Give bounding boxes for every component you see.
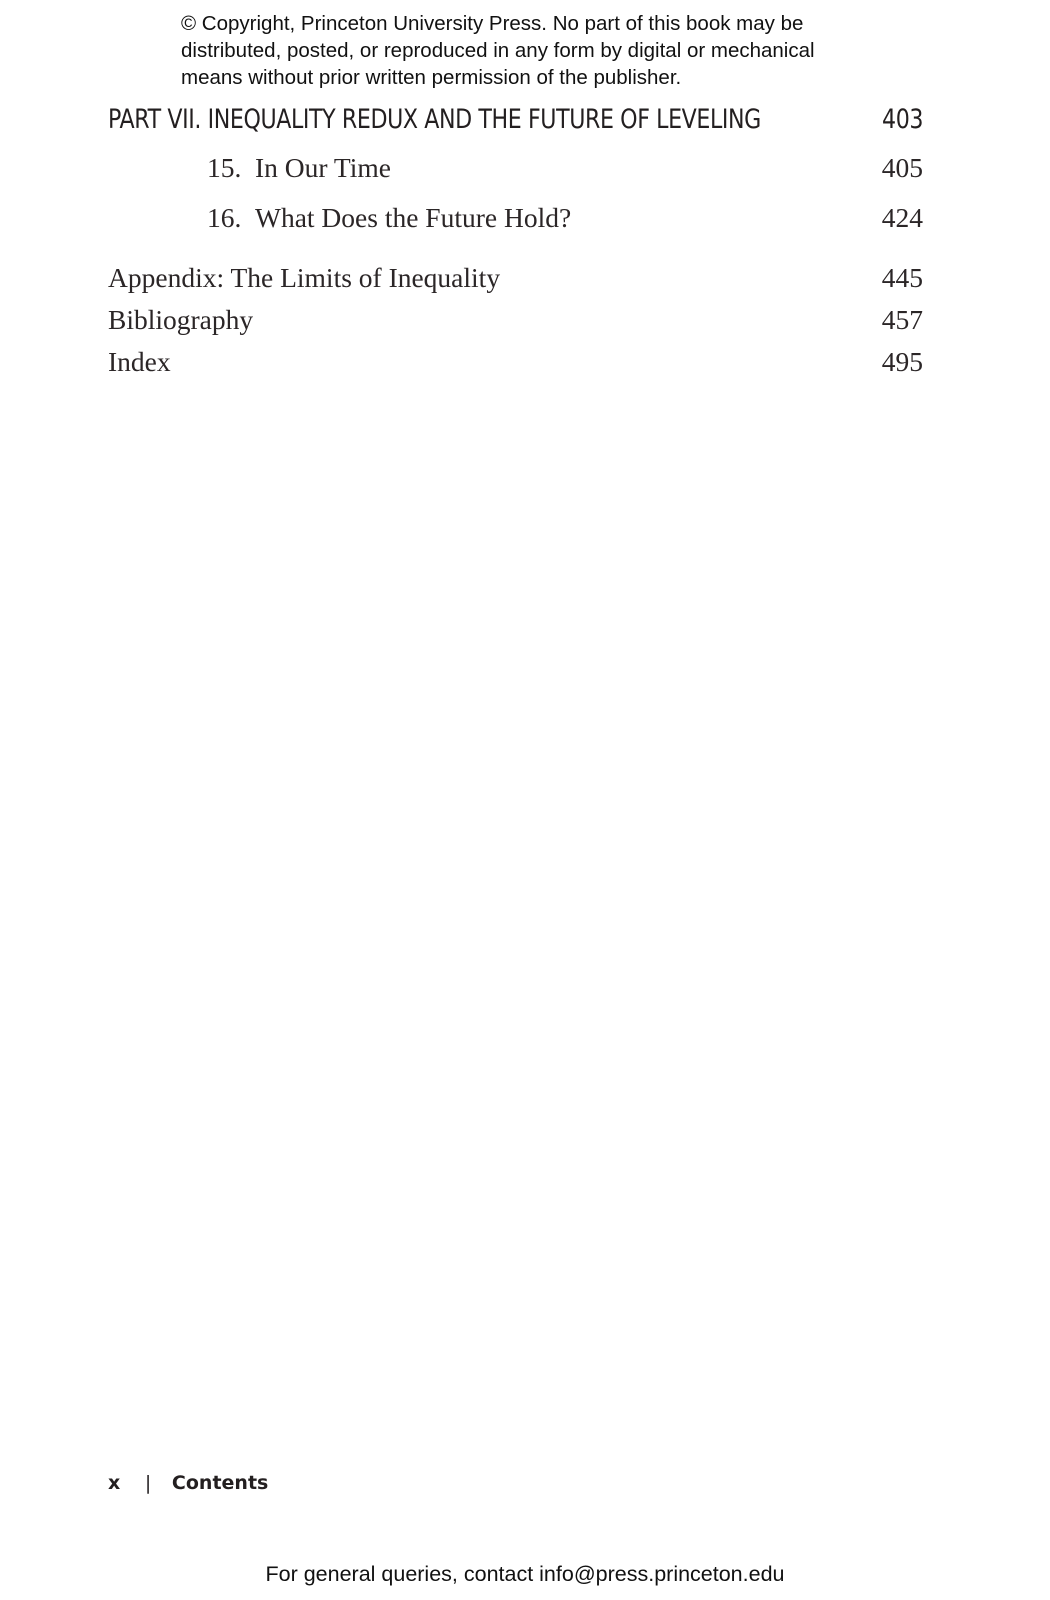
- back-matter-page-number: 457: [881, 304, 923, 335]
- toc-part-entry: [108, 104, 923, 135]
- part-title: PART VII. INEQUALITY REDUX AND THE FUTURE OF LEVELING: [108, 104, 761, 135]
- copyright-line-2: distributed, posted, or reproduced in any form by digital or mechanical: [181, 39, 815, 62]
- chapter-number: 16.: [207, 202, 242, 233]
- running-footer: [108, 1472, 268, 1494]
- part-page-number: 403: [882, 104, 924, 135]
- footer-section-label: Contents: [171, 1472, 269, 1494]
- folio-number: x: [108, 1472, 121, 1494]
- toc-chapter-entry: [108, 202, 923, 234]
- footer-separator: |: [144, 1472, 152, 1494]
- toc-back-matter-entry: [108, 346, 923, 378]
- chapter-number: 15.: [207, 152, 242, 183]
- toc-back-matter-entry: [108, 304, 923, 336]
- back-matter-title: Index: [108, 346, 171, 377]
- toc-chapter-entry: [108, 152, 923, 184]
- contact-line: For general queries, contact info@press.princeton.edu: [265, 1562, 785, 1586]
- copyright-line-1: © Copyright, Princeton University Press. No part of this book may be: [181, 12, 804, 35]
- copyright-notice: [181, 10, 901, 91]
- back-matter-title: Appendix: The Limits of Inequality: [108, 262, 501, 293]
- toc-back-matter-entry: [108, 262, 923, 294]
- chapter-page-number: 405: [881, 152, 923, 183]
- back-matter-page-number: 445: [881, 262, 923, 293]
- back-matter-title: Bibliography: [108, 304, 254, 335]
- copyright-line-3: means without prior written permission of the publisher.: [181, 66, 682, 89]
- chapter-page-number: 424: [881, 202, 923, 233]
- chapter-title: In Our Time: [255, 152, 391, 183]
- chapter-title: What Does the Future Hold?: [255, 202, 572, 233]
- back-matter-page-number: 495: [881, 346, 923, 377]
